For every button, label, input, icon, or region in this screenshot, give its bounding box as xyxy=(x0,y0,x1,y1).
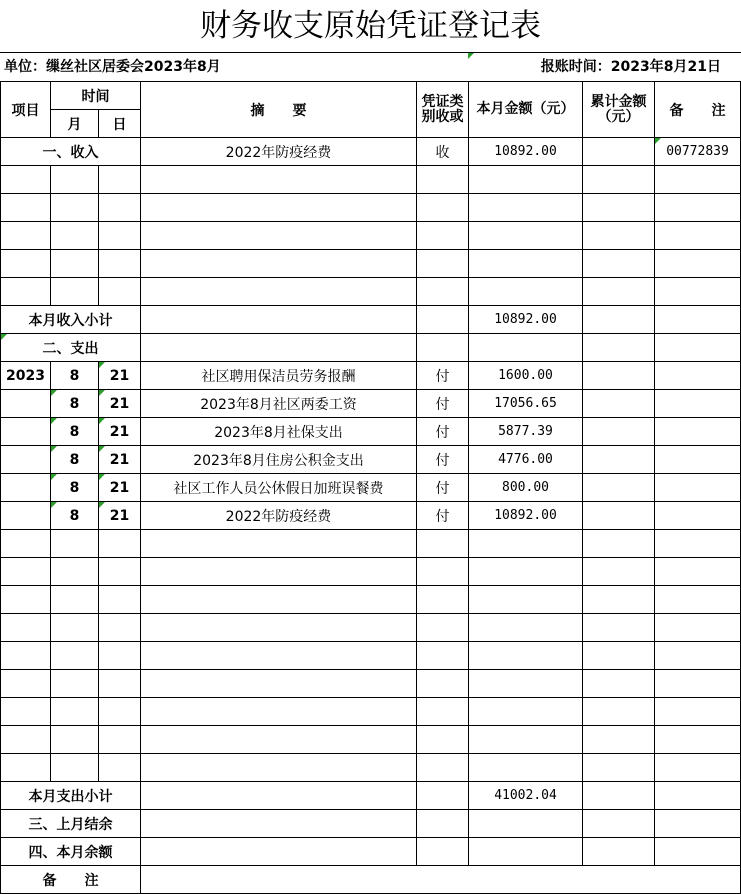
expense-type: 付 xyxy=(417,390,469,418)
expense-year xyxy=(1,446,51,474)
expense-amount: 10892.00 xyxy=(469,502,583,530)
expense-year xyxy=(1,474,51,502)
last-month-balance-label: 三、上月结余 xyxy=(1,810,141,838)
cell-marker xyxy=(99,362,105,368)
footer-remark-label: 备 注 xyxy=(1,866,141,894)
unit-label: 单位：缫丝社区居委会2023年8月 xyxy=(4,59,221,75)
expense-type: 付 xyxy=(417,474,469,502)
empty-row xyxy=(1,278,741,306)
income-summary: 2022年防疫经费 xyxy=(141,138,417,166)
expense-summary: 社区工作人员公休假日加班误餐费 xyxy=(141,474,417,502)
expense-day: 21 xyxy=(99,362,141,390)
expense-day: 21 xyxy=(99,474,141,502)
expense-amount: 1600.00 xyxy=(469,362,583,390)
expense-year xyxy=(1,418,51,446)
cell-marker xyxy=(99,418,105,424)
expense-amount: 17056.65 xyxy=(469,390,583,418)
income-amount: 10892.00 xyxy=(469,138,583,166)
header-time: 时间 xyxy=(51,82,141,110)
table-row xyxy=(1,418,741,446)
income-label: 一、收入 xyxy=(1,138,141,166)
this-month-balance-row xyxy=(1,838,741,866)
income-type: 收 xyxy=(417,138,469,166)
table-row xyxy=(1,474,741,502)
expense-type: 付 xyxy=(417,502,469,530)
expense-summary: 2023年8月社保支出 xyxy=(141,418,417,446)
empty-row xyxy=(1,754,741,782)
cell-marker xyxy=(99,446,105,452)
empty-row xyxy=(1,530,741,558)
expense-type: 付 xyxy=(417,362,469,390)
cell-marker xyxy=(1,334,7,340)
empty-row xyxy=(1,250,741,278)
table-row xyxy=(1,390,741,418)
expense-day: 21 xyxy=(99,390,141,418)
header-remark: 备 注 xyxy=(655,82,741,138)
cell-marker xyxy=(51,418,57,424)
expense-amount: 5877.39 xyxy=(469,418,583,446)
header-monthly-amount: 本月金额（元） xyxy=(469,82,583,138)
income-subtotal-label: 本月收入小计 xyxy=(1,306,141,334)
empty-row xyxy=(1,194,741,222)
expense-amount: 800.00 xyxy=(469,474,583,502)
expense-day: 21 xyxy=(99,418,141,446)
expense-month: 8 xyxy=(51,418,99,446)
header-month: 月 xyxy=(51,110,99,138)
expense-subtotal-amount: 41002.04 xyxy=(469,782,583,810)
expense-summary: 社区聘用保洁员劳务报酬 xyxy=(141,362,417,390)
expense-label: 二、支出 xyxy=(1,334,141,362)
cell-marker xyxy=(468,53,474,59)
table-row xyxy=(1,362,741,390)
empty-row xyxy=(1,558,741,586)
ledger-table xyxy=(0,81,741,894)
empty-row xyxy=(1,698,741,726)
header-item: 项目 xyxy=(1,82,51,138)
expense-day: 21 xyxy=(99,502,141,530)
page-title: 财务收支原始凭证登记表 xyxy=(200,8,541,44)
expense-month: 8 xyxy=(51,446,99,474)
header-voucher-type: 凭证类别收或 xyxy=(417,82,469,138)
empty-row xyxy=(1,642,741,670)
cell-marker xyxy=(655,138,661,144)
cell-marker xyxy=(51,502,57,508)
empty-row xyxy=(1,222,741,250)
income-remark: 00772839 xyxy=(655,138,741,166)
cell-marker xyxy=(51,390,57,396)
header-cumulative-amount: 累计金额（元） xyxy=(583,82,655,138)
header-summary: 摘 要 xyxy=(141,82,417,138)
footer-remark-value xyxy=(141,866,741,894)
expense-amount: 4776.00 xyxy=(469,446,583,474)
expense-summary: 2022年防疫经费 xyxy=(141,502,417,530)
cell-marker xyxy=(51,474,57,480)
empty-row xyxy=(1,166,741,194)
income-cumulative xyxy=(583,138,655,166)
header-row xyxy=(1,82,741,110)
footer-remark-row xyxy=(1,866,741,894)
table-row xyxy=(1,446,741,474)
expense-summary: 2023年8月住房公积金支出 xyxy=(141,446,417,474)
expense-subtotal-label: 本月支出小计 xyxy=(1,782,141,810)
cell-marker xyxy=(99,502,105,508)
header-day: 日 xyxy=(99,110,141,138)
expense-year xyxy=(1,390,51,418)
cell-marker xyxy=(99,390,105,396)
expense-month: 8 xyxy=(51,474,99,502)
this-month-balance-label: 四、本月余额 xyxy=(1,838,141,866)
income-subtotal-amount: 10892.00 xyxy=(469,306,583,334)
expense-month: 8 xyxy=(51,502,99,530)
report-date-label: 报账时间：2023年8月21日 xyxy=(540,59,721,75)
expense-label-row xyxy=(1,334,741,362)
empty-row xyxy=(1,614,741,642)
income-row xyxy=(1,138,741,166)
expense-year xyxy=(1,502,51,530)
empty-row xyxy=(1,670,741,698)
expense-type: 付 xyxy=(417,418,469,446)
empty-row xyxy=(1,586,741,614)
expense-year: 2023 xyxy=(1,362,51,390)
income-subtotal-row xyxy=(1,306,741,334)
expense-subtotal-row xyxy=(1,782,741,810)
expense-month: 8 xyxy=(51,390,99,418)
expense-summary: 2023年8月社区两委工资 xyxy=(141,390,417,418)
empty-row xyxy=(1,726,741,754)
expense-day: 21 xyxy=(99,446,141,474)
last-month-balance-row xyxy=(1,810,741,838)
cell-marker xyxy=(99,474,105,480)
expense-month: 8 xyxy=(51,362,99,390)
cell-marker xyxy=(51,446,57,452)
table-row xyxy=(1,502,741,530)
expense-type: 付 xyxy=(417,446,469,474)
